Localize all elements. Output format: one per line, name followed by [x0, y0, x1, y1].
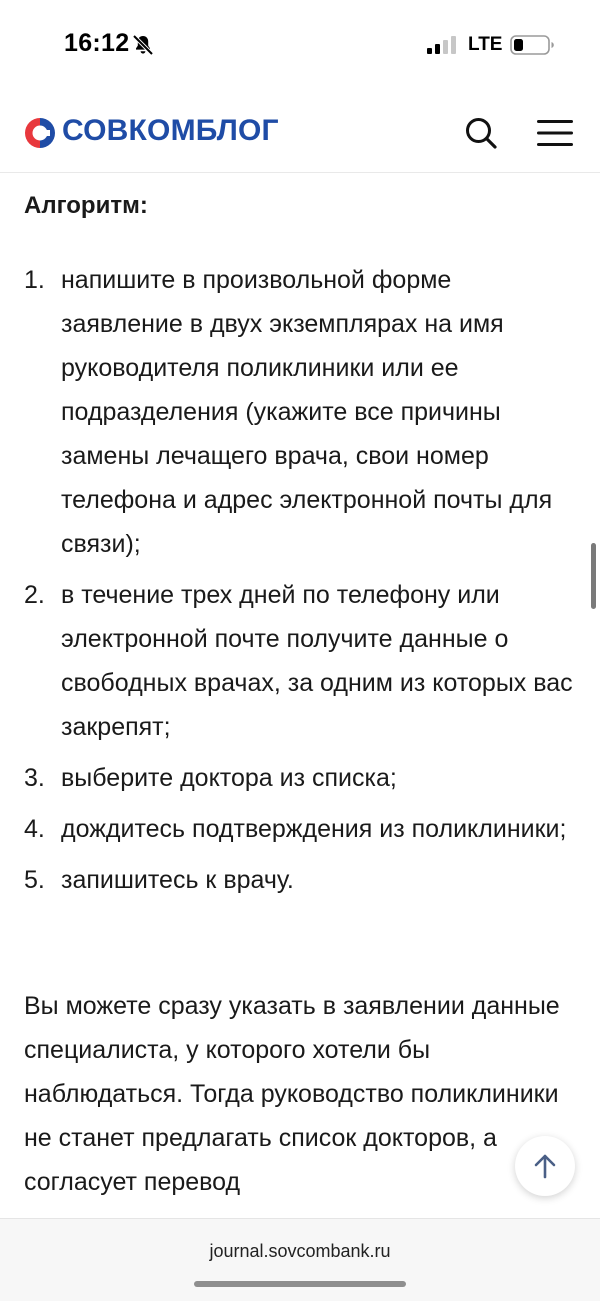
section-heading: Алгоритм:	[24, 192, 148, 219]
home-indicator[interactable]	[194, 1281, 406, 1287]
step-number: 5.	[24, 866, 45, 894]
step-text: в течение трех дней по телефону или электронной почте получите данные о свободных врачах, за одним из которых вас закрепят;	[61, 581, 573, 741]
steps-list	[24, 258, 576, 909]
signal-icon	[427, 36, 459, 54]
site-header	[0, 96, 600, 173]
list-item	[24, 756, 576, 800]
scroll-to-top-button[interactable]	[515, 1136, 575, 1196]
article-paragraph: Вы можете сразу указать в заявлении данные специалиста, у которого хотели бы наблюдаться. Тогда руководство поликлиники не станет предлагать список докторов, а согласует перевод	[24, 992, 560, 1196]
step-text: напишите в произвольной форме заявление в двух экземплярах на имя руководителя поликлиники или ее подразделения (укажите все причины замены лечащего врача, свои номер телефона и адрес электронной почты для связи);	[61, 266, 553, 558]
step-number: 1.	[24, 266, 45, 294]
step-number: 2.	[24, 581, 45, 609]
step-number: 4.	[24, 815, 45, 843]
step-text: выберите доктора из списка;	[61, 764, 397, 792]
url-bar[interactable]: journal.sovcombank.ru	[209, 1241, 391, 1261]
battery-icon	[510, 35, 556, 55]
logo-text[interactable]: СОВКОМБЛОГ	[62, 114, 279, 147]
list-item	[24, 573, 576, 749]
status-time: 16:12	[64, 29, 130, 57]
status-bar	[0, 0, 600, 90]
network-type: LTE	[468, 34, 503, 55]
step-number: 3.	[24, 764, 45, 792]
list-item	[24, 807, 576, 851]
menu-icon[interactable]	[536, 118, 574, 148]
step-text: запишитесь к врачу.	[61, 866, 294, 894]
article-content	[24, 172, 576, 1218]
logo-icon[interactable]	[24, 117, 56, 149]
list-item	[24, 858, 576, 902]
bell-slash-icon	[131, 33, 155, 57]
search-icon[interactable]	[464, 116, 498, 150]
arrow-up-icon	[532, 1153, 558, 1179]
list-item	[24, 258, 576, 566]
step-text: дождитесь подтверждения из поликлиники;	[61, 815, 567, 843]
browser-bottom-bar	[0, 1218, 600, 1301]
scrollbar[interactable]	[591, 543, 596, 609]
